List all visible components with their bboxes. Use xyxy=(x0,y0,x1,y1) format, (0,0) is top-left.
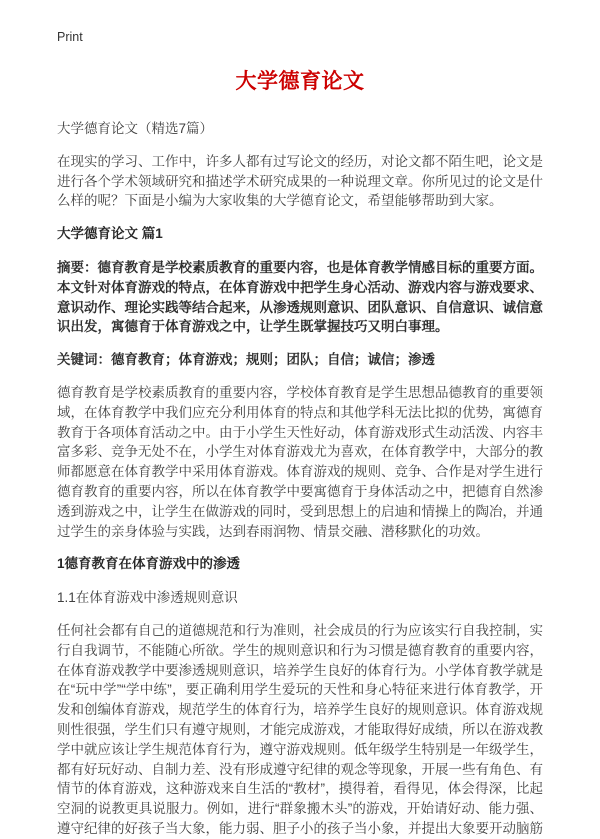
paragraph-moral-education-overview: 德育教育是学校素质教育的重要内容，学校体育教育是学生思想品德教育的重要领域，在体育教学中我们应充分利用体育的特点和其他学科无法比拟的优势，寓德育教育于各项体育活动之中。由于小学生天性好动，体育游戏形式生动活泼、内容丰富多彩、竞争无处不在，小学生对体育游戏尤为喜欢，在体育教学中，大部分的教师都愿意在体育教学中采用体育游戏。体育游戏的规则、竞争、合作是对学生进行德育教育的重要内容，所以在体育教学中要寓德育于身体活动之中，把德育自然渗透到游戏之中，让学生在做游戏的同时，受到思想上的启迪和情操上的陶冶，并通过学生的亲身体验与实践，达到春雨润物、情景交融、潜移默化的功效。 xyxy=(57,384,543,539)
print-link[interactable]: Print xyxy=(57,30,83,44)
paragraph-rules-awareness: 任何社会都有自己的道德规范和行为准则，社会成员的行为应该实行自我控制，实行自我调节，不能随心所欲。学生的规则意识和行为习惯是德育教育的重要内容，在体育游戏教学中要渗透规则意识，培养学生良好的体育行为。小学体育教学就是在“玩中学”“学中练”，要正确利用学生爱玩的天性和身心特征来进行体育教学，开发和创编体育游戏，规范学生的体育行为，培养学生良好的规则意识。体育游戏规则性很强，学生们只有遵守规则，才能完成游戏，才能取得好成绩，所以在游戏教学中就应该让学生规范体育行为，遵守游戏规则。低年级学生特别是一年级学生，都有好玩好动、自制力差、没有形成遵守纪律的观念等现象，开展一些有角色、有情节的体育游戏，这种游戏来自生活的“教材”，摸得着，看得见，体会得深，比起空洞的说教更具说服力。例如，进行“群象搬木头”的游戏，开始请好动、能力强、遵守纪律的好孩子当大象，能力弱、胆子小的孩子当小象，并提出大象要开动脑筋 xyxy=(57,622,543,836)
keywords-line: 关键词：德育教育；体育游戏；规则；团队；自信；诚信；渗透 xyxy=(57,352,435,368)
intro-paragraph: 在现实的学习、工作中，许多人都有过写论文的经历，对论文都不陌生吧，论文是进行各个学术领域研究和描述学术研究成果的一种说理文章。你所见过的论文是什么样的呢？下面是小编为大家收集的大学德育论文，希望能够帮助到大家。 xyxy=(57,153,543,209)
document-subtitle: 大学德育论文（精选7篇） xyxy=(57,121,214,136)
section-heading-essay-1: 大学德育论文 篇1 xyxy=(57,226,163,242)
abstract-paragraph: 摘要：德育教育是学校素质教育的重要内容，也是体育教学情感目标的重要方面。本文针对体育游戏的特点，在体育游戏中把学生身心活动、游戏内容与游戏要求、意识动作、理论实践等结合起来，从渗透规则意识、团队意识、自信意识、诚信意识出发，寓德育于体育游戏之中，让学生既掌握技巧又明白事理。 xyxy=(57,259,543,335)
section-heading-1-penetration: 1德育教育在体育游戏中的渗透 xyxy=(57,556,241,572)
document-title: 大学德育论文 xyxy=(235,70,365,93)
subsection-heading-1-1-rules: 1.1在体育游戏中渗透规则意识 xyxy=(57,590,238,606)
